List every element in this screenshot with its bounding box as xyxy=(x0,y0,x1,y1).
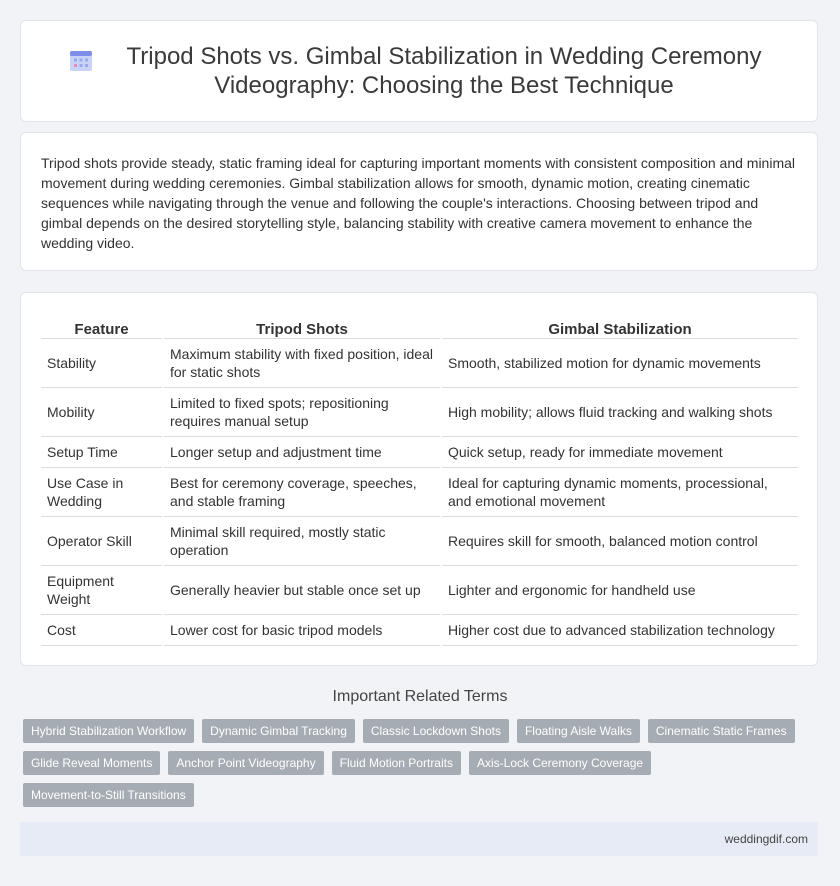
related-term-tag[interactable]: Glide Reveal Moments xyxy=(23,751,160,775)
table-cell: Ideal for capturing dynamic moments, processional, and emotional movement xyxy=(441,468,798,517)
table-cell: Lighter and ergonomic for handheld use xyxy=(441,566,798,615)
title-wrap xyxy=(69,42,769,100)
table-row xyxy=(41,615,798,646)
comparison-table xyxy=(41,313,798,646)
table-row xyxy=(41,517,798,566)
table-cell: Mobility xyxy=(41,388,163,437)
title-card xyxy=(20,20,818,122)
related-term-tag[interactable]: Classic Lockdown Shots xyxy=(363,719,509,743)
table-cell: Longer setup and adjustment time xyxy=(163,437,441,468)
table-header-cell: Feature xyxy=(41,313,163,339)
table-cell: Setup Time xyxy=(41,437,163,468)
table-cell: Lower cost for basic tripod models xyxy=(163,615,441,646)
table-cell: Use Case in Wedding xyxy=(41,468,163,517)
table-cell: Quick setup, ready for immediate movement xyxy=(441,437,798,468)
table-cell: High mobility; allows fluid tracking and walking shots xyxy=(441,388,798,437)
calendar-icon xyxy=(69,48,93,72)
table-cell: Best for ceremony coverage, speeches, and stable framing xyxy=(163,468,441,517)
table-cell: Generally heavier but stable once set up xyxy=(163,566,441,615)
table-row xyxy=(41,468,798,517)
related-term-tag[interactable]: Axis-Lock Ceremony Coverage xyxy=(469,751,651,775)
table-cell: Cost xyxy=(41,615,163,646)
table-cell: Smooth, stabilized motion for dynamic movements xyxy=(441,339,798,388)
related-term-tag[interactable]: Hybrid Stabilization Workflow xyxy=(23,719,194,743)
related-term-tag[interactable]: Floating Aisle Walks xyxy=(517,719,640,743)
table-header-row xyxy=(41,313,798,339)
table-header-cell: Tripod Shots xyxy=(163,313,441,339)
table-header-cell: Gimbal Stabilization xyxy=(441,313,798,339)
related-term-tag[interactable]: Movement-to-Still Transitions xyxy=(23,783,194,807)
table-cell: Requires skill for smooth, balanced motion control xyxy=(441,517,798,566)
related-term-tag[interactable]: Fluid Motion Portraits xyxy=(332,751,461,775)
table-cell: Stability xyxy=(41,339,163,388)
table-row xyxy=(41,388,798,437)
table-cell: Operator Skill xyxy=(41,517,163,566)
table-cell: Minimal skill required, mostly static operation xyxy=(163,517,441,566)
related-term-tag[interactable]: Anchor Point Videography xyxy=(168,751,323,775)
comparison-table-card xyxy=(20,292,818,666)
table-cell: Limited to fixed spots; repositioning requires manual setup xyxy=(163,388,441,437)
related-terms-tags xyxy=(23,719,813,815)
related-term-tag[interactable]: Dynamic Gimbal Tracking xyxy=(202,719,355,743)
related-term-tag[interactable]: Cinematic Static Frames xyxy=(648,719,795,743)
page-title: Tripod Shots vs. Gimbal Stabilization in Wedding Ceremony Videography: Choosing the Best Technique xyxy=(126,43,762,99)
table-row xyxy=(41,437,798,468)
footer xyxy=(20,822,818,856)
table-cell: Equipment Weight xyxy=(41,566,163,615)
table-cell: Higher cost due to advanced stabilization technology xyxy=(441,615,798,646)
intro-card xyxy=(20,132,818,271)
footer-site-link[interactable]: weddingdif.com xyxy=(724,832,808,846)
table-row xyxy=(41,566,798,615)
related-terms-title: Important Related Terms xyxy=(332,688,508,705)
table-row xyxy=(41,339,798,388)
table-cell: Maximum stability with fixed position, ideal for static shots xyxy=(163,339,441,388)
intro-paragraph: Tripod shots provide steady, static framing ideal for capturing important moments with consistent composition and minimal movement during wedding ceremonies. Gimbal stabilization allows for smooth, dynamic motion, creating cinematic sequences while navigating through the venue and following the couple's interactions. Choosing between tripod and gimbal depends on the desired storytelling style, balancing stability with creative camera movement to enhance the wedding video. xyxy=(41,155,796,251)
